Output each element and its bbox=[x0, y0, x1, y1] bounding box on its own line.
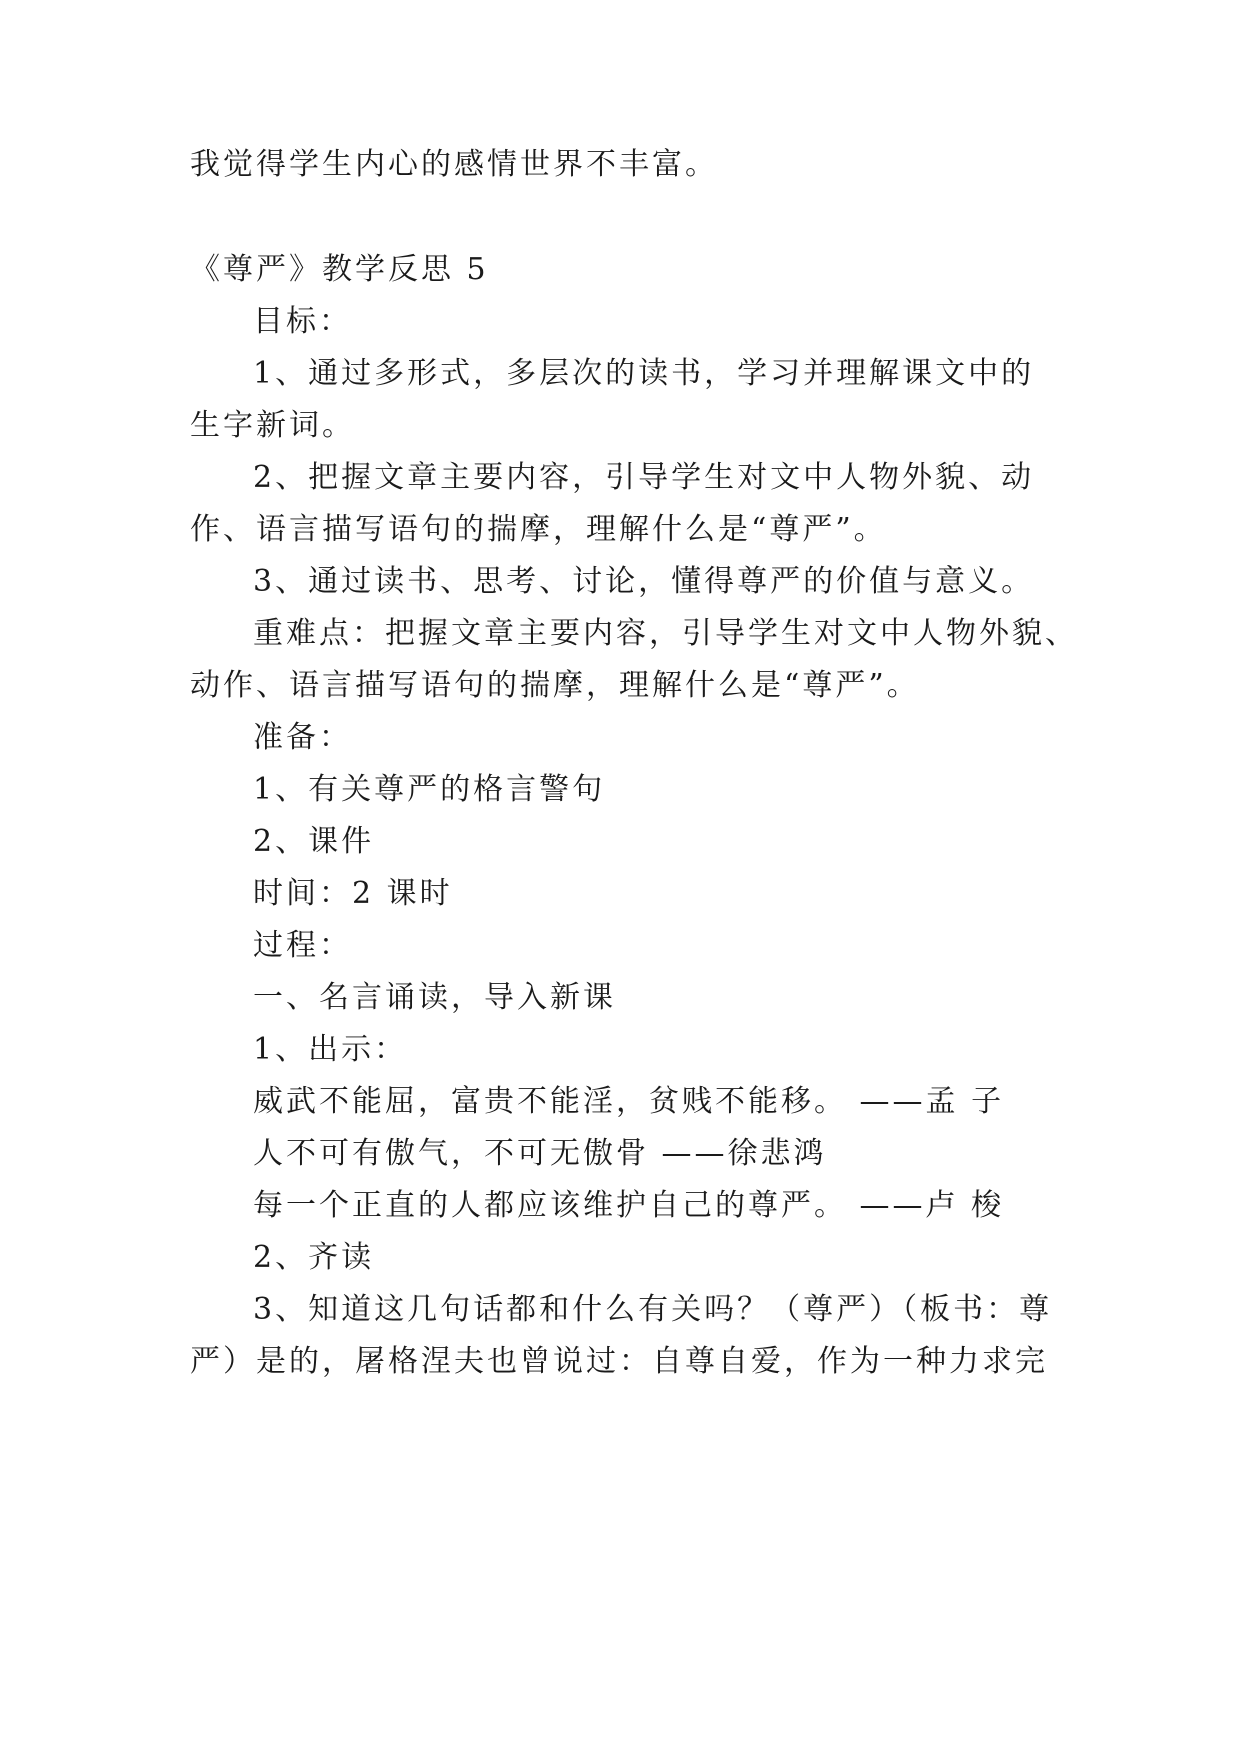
preparation-item-1: 1、有关尊严的格言警句 bbox=[253, 772, 606, 807]
step-1-title: 一、名言诵读，导入新课 bbox=[253, 980, 616, 1015]
objective-1-line-2: 生字新词。 bbox=[190, 408, 355, 443]
section-title: 《尊严》教学反思 5 bbox=[190, 252, 489, 287]
key-points-line-1: 重难点：把握文章主要内容，引导学生对文中人物外貌、 bbox=[253, 616, 1078, 651]
objective-1-line-1: 1、通过多形式，多层次的读书，学习并理解课文中的 bbox=[253, 356, 1035, 391]
quote-3: 每一个正直的人都应该维护自己的尊严。 ——卢 梭 bbox=[253, 1188, 1005, 1223]
objectives-label: 目标： bbox=[253, 304, 352, 339]
step-1-show: 1、出示： bbox=[253, 1032, 408, 1067]
objective-3: 3、通过读书、思考、讨论，懂得尊严的价值与意义。 bbox=[253, 564, 1035, 599]
quote-1: 威武不能屈，富贵不能淫，贫贱不能移。 ——孟 子 bbox=[253, 1084, 1005, 1119]
time-line: 时间：2 课时 bbox=[253, 876, 453, 911]
preparation-label: 准备： bbox=[253, 720, 352, 755]
key-points-line-2: 动作、语言描写语句的揣摩，理解什么是“尊严”。 bbox=[190, 668, 920, 703]
step-1-question-line-1: 3、知道这几句话都和什么有关吗？（尊严）（板书：尊 bbox=[253, 1292, 1053, 1327]
objective-2-line-2: 作、语言描写语句的揣摩，理解什么是“尊严”。 bbox=[190, 512, 887, 547]
step-1-read: 2、齐读 bbox=[253, 1240, 375, 1275]
step-1-question-line-2: 严）是的，屠格涅夫也曾说过：自尊自爱，作为一种力求完 bbox=[190, 1344, 1048, 1379]
quote-2: 人不可有傲气，不可无傲骨 ——徐悲鸿 bbox=[253, 1136, 827, 1171]
process-label: 过程： bbox=[253, 928, 352, 963]
intro-line: 我觉得学生内心的感情世界不丰富。 bbox=[190, 147, 718, 182]
preparation-item-2: 2、课件 bbox=[253, 824, 375, 859]
objective-2-line-1: 2、把握文章主要内容，引导学生对文中人物外貌、动 bbox=[253, 460, 1035, 495]
